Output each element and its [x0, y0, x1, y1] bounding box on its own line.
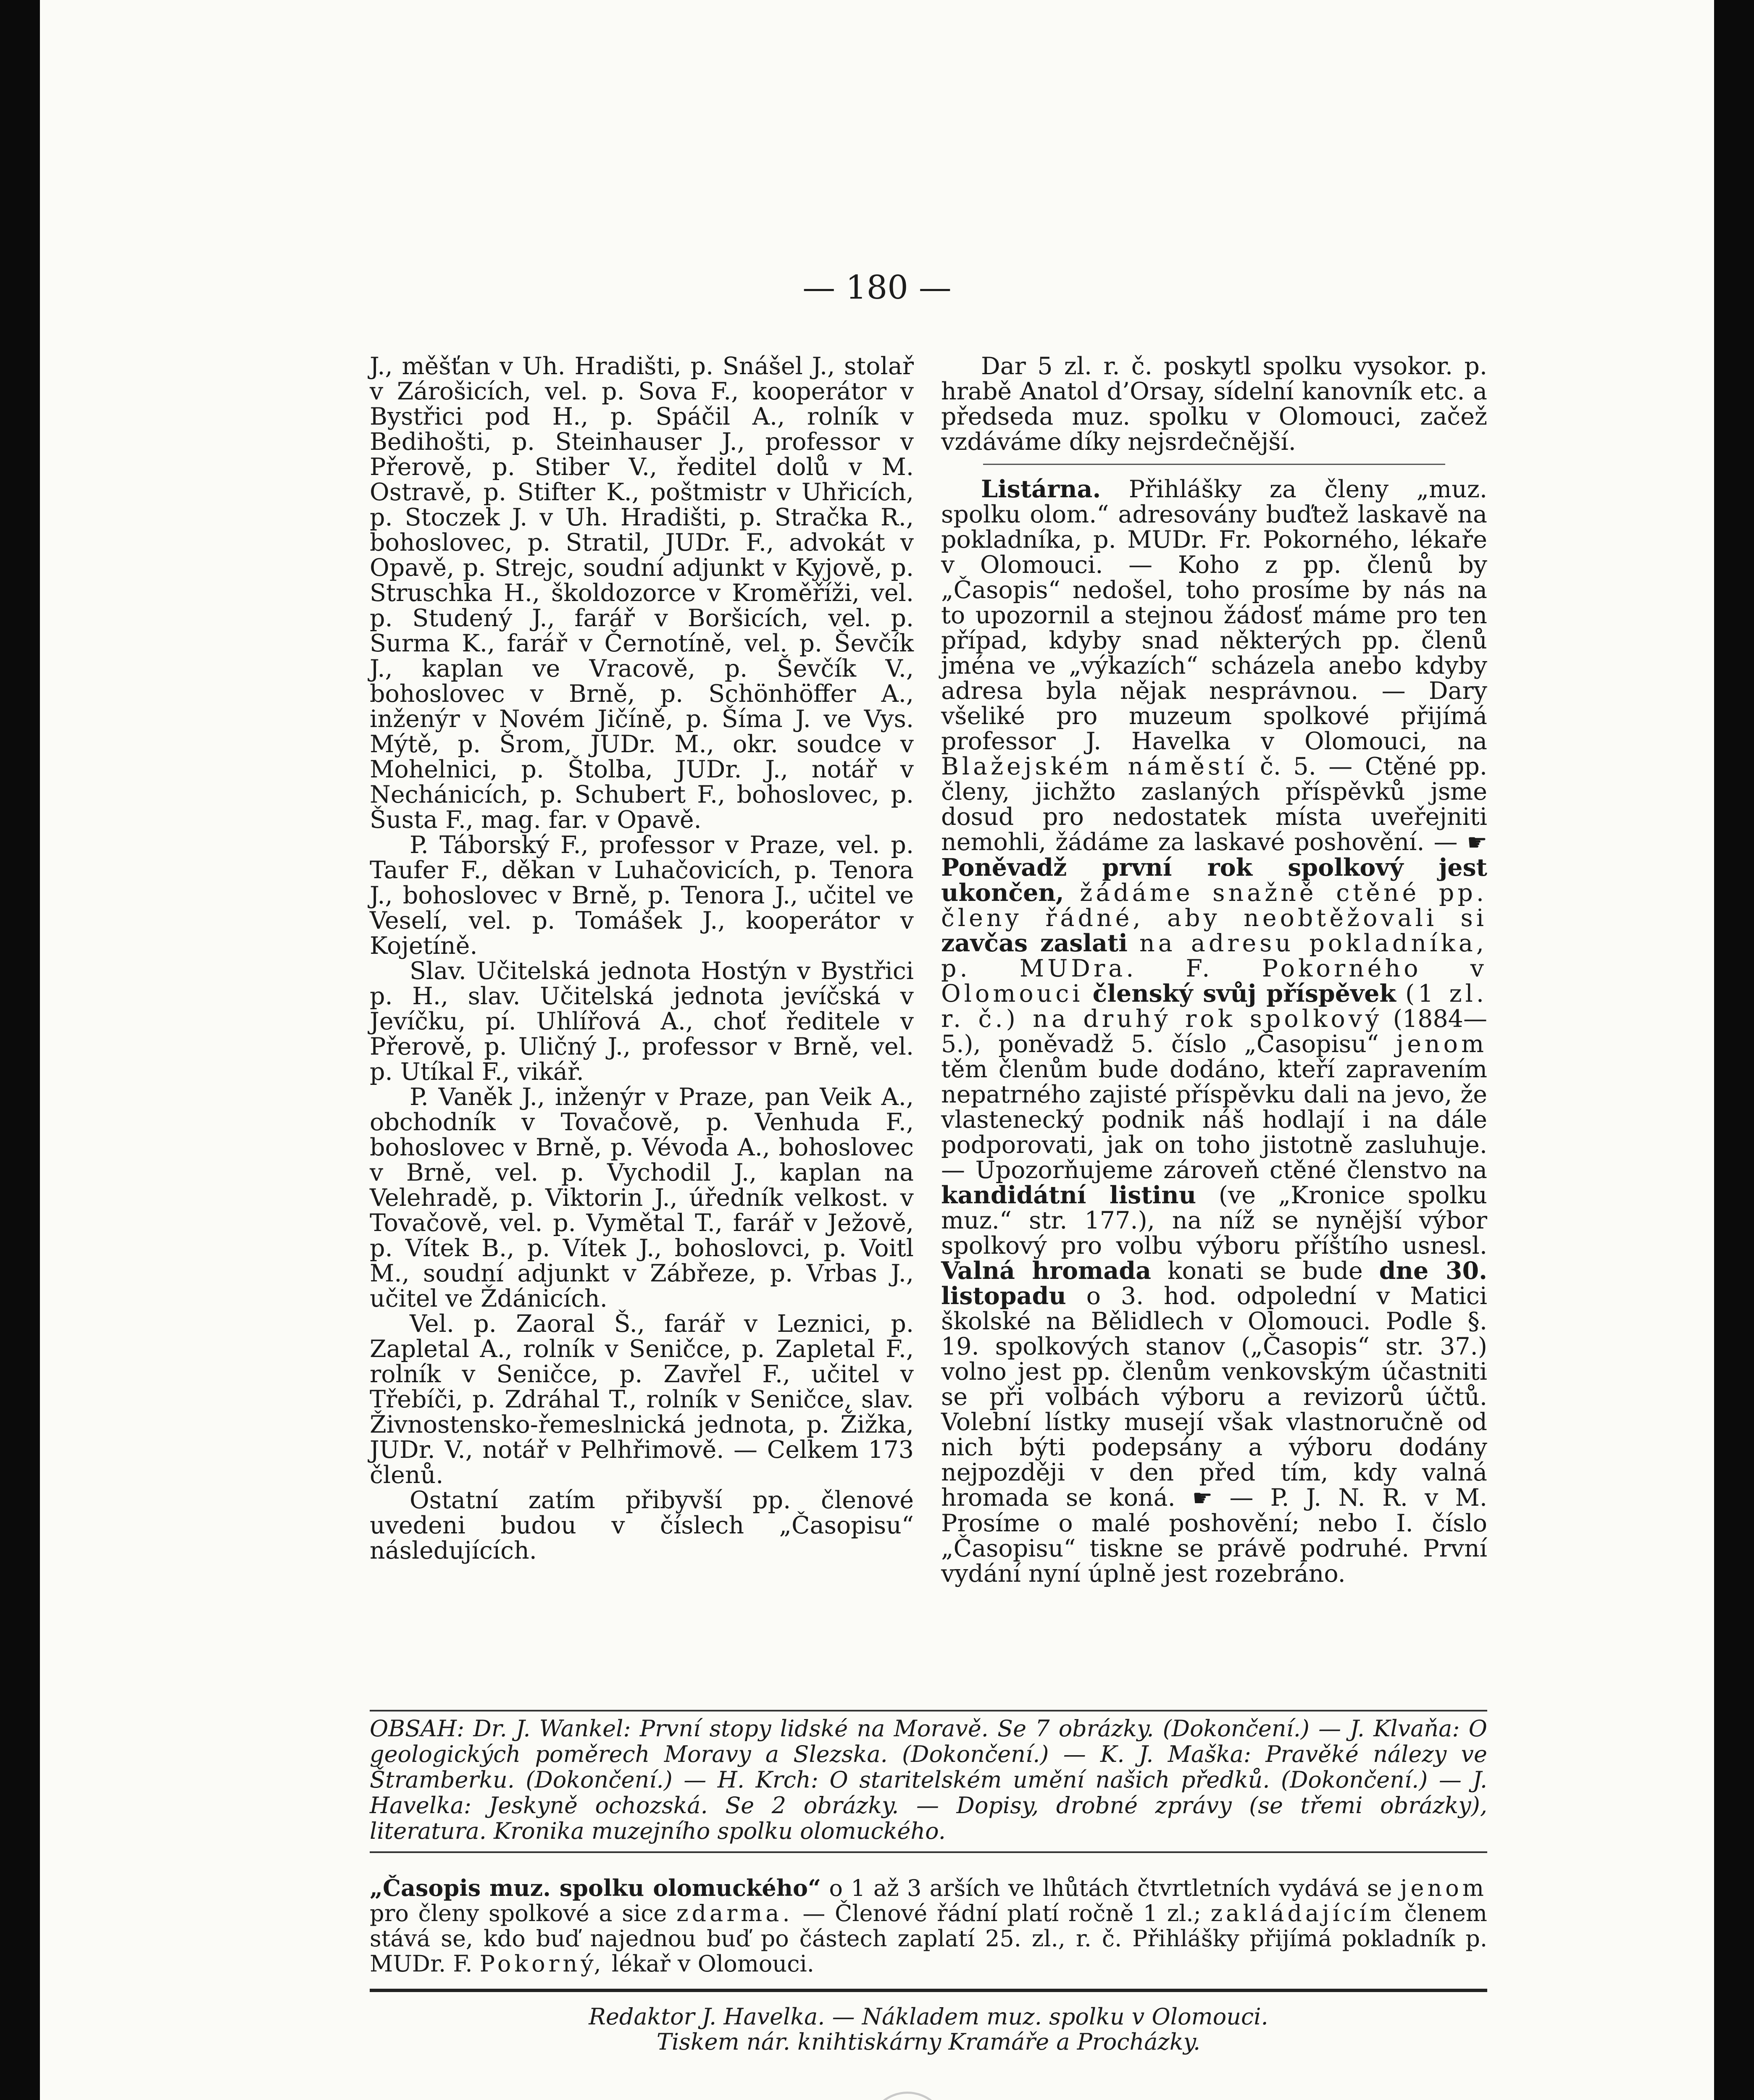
journal-notice: „Časopis muz. spolku olomuckého“ o 1 až 3 arších ve lhůtách čtvrtletních vydává se jenom pro členy spolkové a sice zdarma. — Členové řádní platí ročně 1 zl.; zakládajícím členem stává se, kdo buď najednou buď po částech zaplatí 25. zl., r. č. Přihlášky přijímá pokladník p. MUDr. F. Pokorný, lékař v Olomouci.	[370, 1874, 1488, 1977]
member-list-paragraph: P. Vaněk J., inženýr v Praze, pan Veik A., obchodník v Tovačově, p. Venhuda F., bohoslovec v Brně, p. Vévoda A., bohoslovec v Brně, vel. p. Vychodil J., kaplan na Velehradě, p. Viktorin J., úředník velkost. v Tovačově, vel. p. Vymětal T., farář v Ježově, p. Vítek B., p. Vítek J., bohoslovci, p. Voitl M., soudní adjunkt v Zábřeze, p. Vrbas J., učitel ve Ždánicích.	[370, 1083, 914, 1312]
member-list-paragraph: J., měšťan v Uh. Hradišti, p. Snášel J., stolař v Zárošicích, vel. p. Sova F., kooperátor v Bystřici pod H., p. Spáčil A., rolník v Bedihošti, p. Steinhauser J., professor v Přerově, p. Stiber V., ředitel dolů v M. Ostravě, p. Stifter K., poštmistr v Uhřicích, p. Stoczek J. v Uh. Hradišti, p. Stračka R., bohoslovec, p. Stratil, JUDr. F., advokát v Opavě, p. Strejc, soudní adjunkt v Kyjově, p. Struschka H., školdozorce v Kroměříži, vel. p. Studený J., farář v Boršicích, vel. p. Surma K., farář v Černotíně, vel. p. Ševčík J., kaplan ve Vracově, p. Ševčík V., bohoslovec v Brně, p. Schönhöffer A., inženýr v Novém Jičíně, p. Šíma J. ve Vys. Mýtě, p. Šrom, JUDr. M., okr. soudce v Mohelnici, p. Štolba, JUDr. J., notář v Nechánicích, p. Schubert F., bohoslovec, p. Šusta F., mag. far. v Opavě.	[370, 352, 914, 834]
scan-edge-right	[1714, 0, 1754, 2100]
donation-notice: Dar 5 zl. r. č. poskytl spolku vysokor. p. hrabě Anatol d’Orsay, sídelní kanovník etc. a předseda muz. spolku v Olomouci, začež vzdáváme díky nejsrdečnější.	[941, 352, 1487, 456]
contents-rule-top	[370, 1710, 1487, 1712]
pointing-hand-icon: ☛	[1467, 829, 1487, 856]
contents-text: Dr. J. Wankel: První stopy lidské na Moravě. Se 7 obrázky. (Dokončení.) — J. Klvaňa: O geologických poměrech Moravy a Slezska. (Dokončení.) — K. J. Maška: Pravěké nálezy ve Štramberku. (Dokončení.) — H. Krch: O staritelském umění našich předků. (Dokončení.) — J. Havelka: Jeskyně ochozská. Se 2 obrázky. — Dopisy, drobné zprávy (se třemi obrázky), literatura. Kronika muzejního spolku olomuckého.	[370, 1715, 1487, 1844]
imprint-printer-line: Tiskem nár. knihtiskárny Kramáře a Procházky.	[656, 2029, 1201, 2055]
member-list-paragraph: Vel. p. Zaoral Š., farář v Leznici, p. Zapletal A., rolník v Seničce, p. Zapletal F., rolník v Seničce, p. Zavřel F., učitel v Třebíči, p. Zdráhal T., rolník v Seničce, slav. Živnostensko-řemeslnická jednota, p. Žižka, JUDr. V., notář v Pelhřimově. — Celkem 173 členů.	[370, 1310, 914, 1489]
member-list-paragraph: Ostatní zatím přibyvší pp. členové uvedeni budou v číslech „Časopisu“ následujících.	[370, 1486, 914, 1564]
imprint-editor-line: Redaktor J. Havelka. — Nákladem muz. spolku v Olomouci.	[589, 2003, 1268, 2030]
pointing-hand-icon: ☛	[1192, 1485, 1213, 1511]
scan-edge-left	[0, 0, 40, 2100]
page-number: — 180 —	[802, 269, 952, 307]
contents-rule-bottom	[370, 1851, 1487, 1853]
section-divider	[983, 464, 1445, 465]
right-column	[941, 354, 1487, 1586]
contents-label: OBSAH:	[370, 1715, 465, 1742]
listarna-section: Listárna. Přihlášky za členy „muz. spolku olom.“ adresovány buďtež laskavě na pokladníka, p. MUDr. Fr. Pokorného, lékaře v Olomouci. — Koho z pp. členů by „Časopis“ nedošel, toho prosíme by nás na to upozornil a stejnou žádosť máme pro ten případ, kdyby snad některých pp. členů jména ve „výkazích“ scházela anebo kdyby adresa byla nějak nesprávnou. — Dary všeliké pro muzeum spolkové přijímá professor J. Havelka v Olomouci, na Blažejském náměstí č. 5. — Ctěné pp. členy, jichžto zaslaných příspěvků jsme dosud pro nedostatek místa uveřejniti nemohli, žádáme za laskavé poshovění. — ☛ Poněvadž první rok spolkový jest ukončen, žádáme snažně ctěné pp. členy řádné, aby neobtěžovali si zavčas zaslati na adresu pokladníka, p. MUDra. F. Pokorného v Olomouci členský svůj příspěvek (1 zl. r. č.) na druhý rok spolkový (1884—5.), poněvadž 5. číslo „Časopisu“ jenom těm členům bude dodáno, kteří zapravením nepatrného zajisté příspěvku dali na jevo, že vlastenecký podnik náš hodlají i na dále podporovati, jak on toho jistotně zasluhuje. — Upozorňujeme zároveň ctěné členstvo na kandidátní listinu (ve „Kronice spolku muz.“ str. 177.), na níž se nynější výbor spolkový pro volbu výboru příštího usnesl. Valná hromada konati se bude dne 30. listopadu o 3. hod. odpolední v Matici školské na Bělidlech v Olomouci. Podle §. 19. spolkových stanov („Časopis“ str. 37.) volno jest pp. členům venkovským účastniti se při volbách výboru a revizorů účtů. Volební lístky musejí však vlastnoručně od nich býti podepsány a výboru dodány nejpozději v den před tím, kdy valná hromada se koná. ☛ — P. J. N. R. v M. Prosíme o malé poshovění; nebo I. číslo „Časopisu“ tiskne se právě podruhé. První vydání nyní úplně jest rozebráno.	[941, 475, 1488, 1588]
member-list-paragraph: Slav. Učitelská jednota Hostýn v Bystřici p. H., slav. Učitelská jednota jevíčská v Jevíčku, pí. Uhlířová A., choť ředitele v Přerově, p. Uličný J., professor v Brně, vel. p. Utíkal F., vikář.	[370, 957, 914, 1086]
table-of-contents	[370, 1716, 1487, 1844]
journal-title: „Časopis muz. spolku olomuckého“	[370, 1874, 821, 1901]
journal-rule-bottom	[370, 1989, 1487, 1992]
imprint	[370, 2004, 1487, 2055]
listarna-heading: Listárna.	[981, 475, 1101, 503]
left-column	[370, 354, 914, 1563]
member-list-paragraph: P. Táborský F., professor v Praze, vel. p. Taufer F., děkan v Luhačovicích, p. Tenora J., bohoslovec v Brně, p. Tenora J., učitel ve Veselí, vel. p. Tomášek J., kooperátor v Kojetíně.	[370, 831, 914, 960]
